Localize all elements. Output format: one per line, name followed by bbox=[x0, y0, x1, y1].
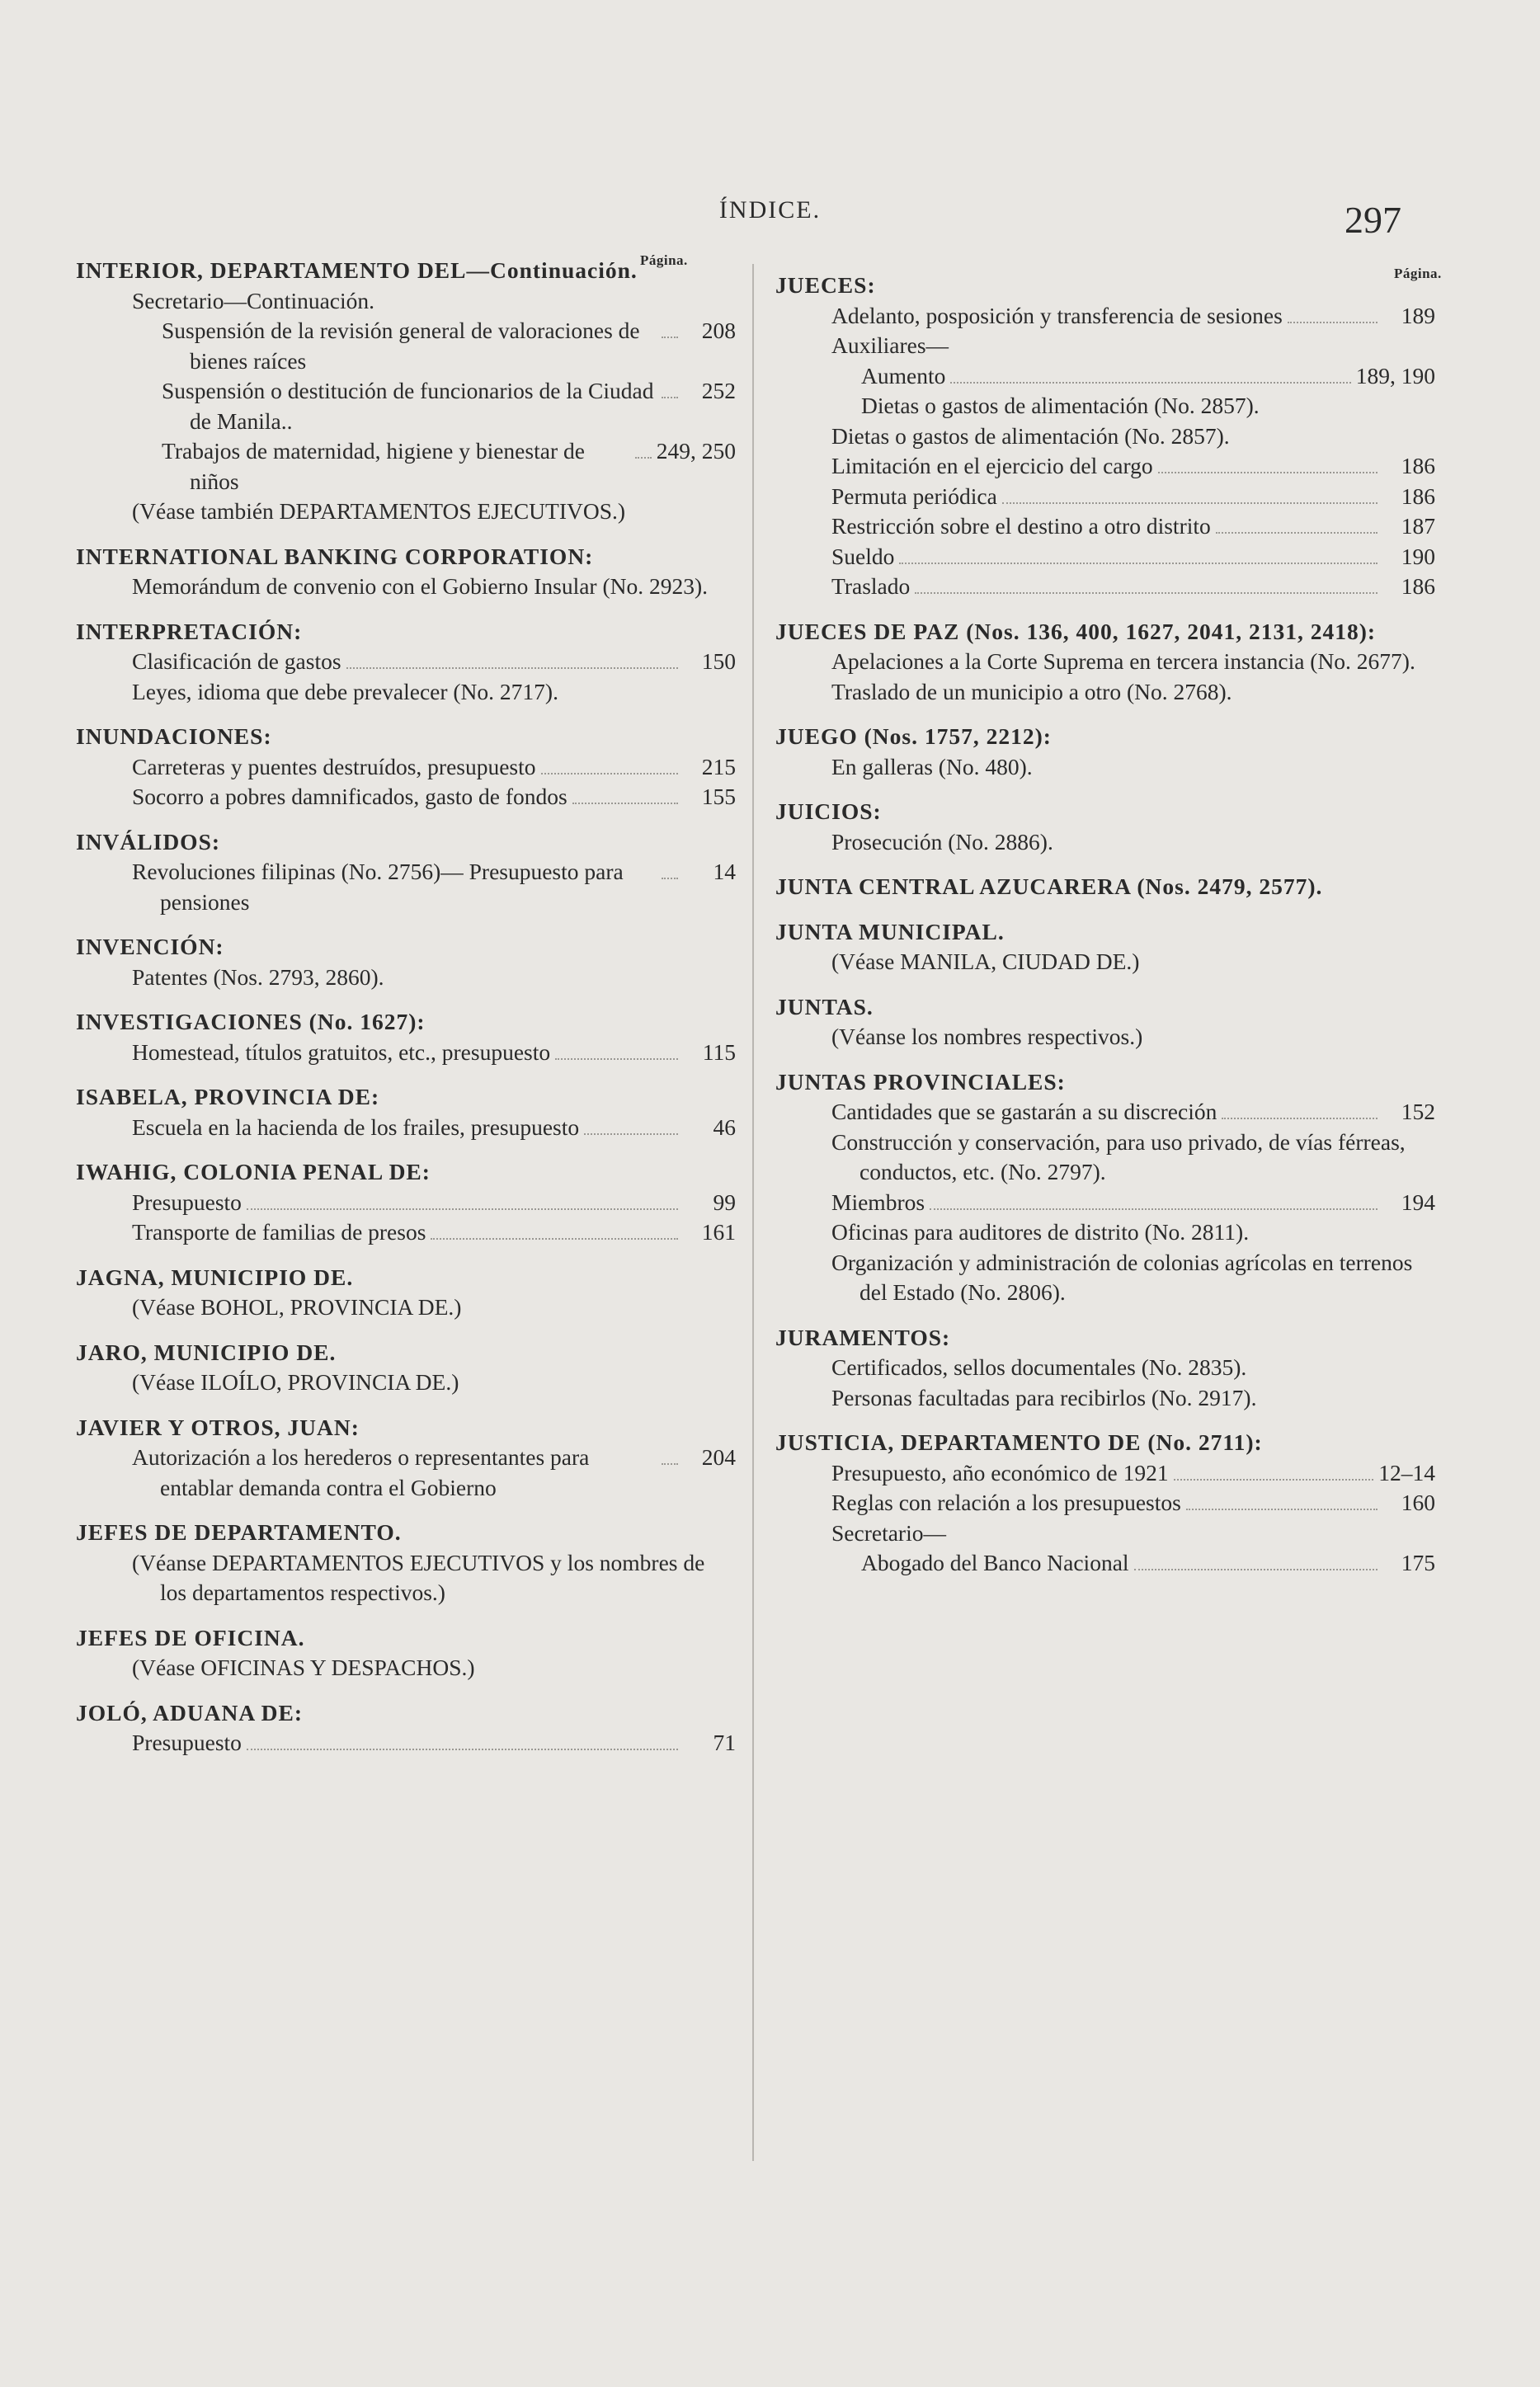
leader-dots bbox=[346, 667, 678, 669]
subline-text: Clasificación de gastos bbox=[132, 648, 341, 674]
page-reference: 187 bbox=[1401, 513, 1435, 539]
index-entry bbox=[775, 797, 1435, 857]
index-entry bbox=[76, 1007, 736, 1067]
entry-subline bbox=[134, 316, 736, 376]
entry-subline bbox=[104, 1292, 736, 1323]
entry-subline bbox=[104, 1188, 736, 1218]
column-header-left: Página. bbox=[640, 252, 688, 268]
index-entry bbox=[775, 872, 1435, 902]
entry-heading: INVESTIGACIONES (No. 1627): bbox=[76, 1009, 426, 1034]
page-reference: 208 bbox=[701, 318, 736, 343]
subline-text: Limitación en el ejercicio del cargo bbox=[831, 453, 1153, 478]
index-entry bbox=[775, 992, 1435, 1052]
subline-text: Transporte de familias de presos bbox=[132, 1219, 426, 1245]
index-entry bbox=[775, 722, 1435, 782]
entry-subline bbox=[803, 1128, 1435, 1188]
entry-subline bbox=[104, 647, 736, 677]
entry-heading: JUNTA MUNICIPAL. bbox=[775, 918, 1005, 944]
subline-text: (Véase MANILA, CIUDAD DE.) bbox=[831, 949, 1140, 974]
page-reference: 252 bbox=[701, 378, 736, 403]
entry-subline bbox=[104, 963, 736, 993]
subline-text: Patentes (Nos. 2793, 2860). bbox=[132, 963, 384, 990]
subline-text: Reglas con relación a los presupuestos bbox=[831, 1490, 1181, 1515]
page-reference: 189, 190 bbox=[1355, 362, 1435, 388]
subline-text: Secretario— bbox=[831, 1519, 946, 1546]
page-reference: 12–14 bbox=[1378, 1459, 1435, 1485]
index-entry bbox=[775, 271, 1435, 602]
leader-dots bbox=[662, 337, 678, 338]
index-entry bbox=[76, 542, 736, 602]
subline-text: Carreteras y puentes destruídos, presupuesto bbox=[132, 753, 536, 779]
subline-text: Abogado del Banco Nacional bbox=[861, 1550, 1129, 1575]
entry-heading: JUECES DE PAZ (Nos. 136, 400, 1627, 2041, 2131, 2418): bbox=[775, 618, 1377, 644]
entry-subline bbox=[833, 1548, 1435, 1579]
subline-text: Sueldo bbox=[831, 543, 895, 569]
subline-text: Memorándum de convenio con el Gobierno Insular (No. 2923). bbox=[132, 573, 709, 599]
leader-dots bbox=[930, 1208, 1378, 1210]
subline-text: En galleras (No. 480). bbox=[831, 753, 1033, 779]
entry-subline bbox=[104, 1443, 736, 1503]
index-entry bbox=[76, 1082, 736, 1142]
page-reference: 46 bbox=[713, 1113, 736, 1140]
page-reference: 194 bbox=[1401, 1189, 1435, 1215]
page-reference: 186 bbox=[1401, 573, 1435, 599]
subline-text: (Véanse los nombres respectivos.) bbox=[831, 1024, 1143, 1049]
entry-subline bbox=[803, 482, 1435, 512]
subline-text: Oficinas para auditores de distrito (No. 2811). bbox=[831, 1219, 1250, 1245]
leader-dots bbox=[1158, 472, 1378, 473]
subline-text: Organización y administración de colonias agrícolas en terrenos del Estado (No. 2806). bbox=[831, 1249, 1413, 1305]
subline-text: (Véase BOHOL, PROVINCIA DE.) bbox=[132, 1294, 462, 1320]
entry-heading: JUSTICIA, DEPARTAMENTO DE (No. 2711): bbox=[775, 1429, 1263, 1455]
entry-subline bbox=[104, 1653, 736, 1683]
index-entry bbox=[76, 1413, 736, 1504]
leader-dots bbox=[572, 803, 678, 804]
subline-text: Leyes, idioma que debe prevalecer (No. 2717). bbox=[132, 678, 558, 704]
entry-subline bbox=[803, 1022, 1435, 1052]
entry-heading: INTERPRETACIÓN: bbox=[76, 618, 303, 644]
leader-dots bbox=[635, 457, 652, 459]
subline-text: Escuela en la hacienda de los frailes, presupuesto bbox=[132, 1113, 580, 1140]
entry-heading: INUNDACIONES: bbox=[76, 723, 272, 749]
entry-subline bbox=[104, 677, 736, 708]
entry-subline bbox=[104, 752, 736, 783]
entry-subline bbox=[803, 1097, 1435, 1128]
entry-subline bbox=[803, 451, 1435, 482]
page-reference: 71 bbox=[713, 1730, 736, 1755]
entry-heading: JAVIER Y OTROS, JUAN: bbox=[76, 1414, 360, 1440]
page-reference: 99 bbox=[713, 1189, 736, 1215]
index-entry bbox=[76, 1263, 736, 1323]
subline-text: Personas facultadas para recibirlos (No. 2917). bbox=[831, 1384, 1257, 1410]
entry-heading: JUNTAS. bbox=[775, 993, 874, 1019]
subline-text: Construcción y conservación, para uso privado, de vías férreas, conductos, etc. (No. 2797). bbox=[831, 1128, 1406, 1184]
page-reference: 155 bbox=[701, 784, 736, 809]
index-entry bbox=[76, 256, 736, 527]
subline-text: Secretario—Continuación. bbox=[132, 287, 375, 313]
page-reference: 215 bbox=[701, 753, 736, 779]
subline-text: Socorro a pobres damnificados, gasto de fondos bbox=[132, 784, 567, 809]
subline-text: Restricción sobre el destino a otro distrito bbox=[831, 513, 1211, 539]
subline-text: Homestead, títulos gratuitos, etc., presupuesto bbox=[132, 1038, 551, 1065]
entry-subline bbox=[803, 647, 1435, 677]
leader-dots bbox=[1174, 1479, 1374, 1481]
index-entry bbox=[76, 1623, 736, 1683]
index-entry bbox=[76, 1518, 736, 1608]
subline-text: Traslado de un municipio a otro (No. 2768). bbox=[831, 678, 1232, 704]
leader-dots bbox=[247, 1749, 678, 1750]
entry-heading: JEFES DE OFICINA. bbox=[76, 1624, 305, 1650]
index-entry bbox=[775, 1067, 1435, 1308]
leader-dots bbox=[1216, 532, 1378, 534]
page-reference: 186 bbox=[1401, 483, 1435, 509]
leader-dots bbox=[1222, 1118, 1378, 1119]
entry-heading: JURAMENTOS: bbox=[775, 1324, 951, 1350]
subline-text: Dietas o gastos de alimentación (No. 2857). bbox=[831, 422, 1230, 449]
leader-dots bbox=[950, 382, 1350, 384]
entry-heading: INVENCIÓN: bbox=[76, 934, 224, 959]
entry-subline bbox=[803, 1217, 1435, 1248]
entry-subline bbox=[803, 572, 1435, 602]
subline-text: Trabajos de maternidad, higiene y bienestar de niños bbox=[162, 438, 585, 494]
subline-text: Auxiliares— bbox=[831, 332, 949, 358]
index-entry bbox=[775, 617, 1435, 708]
subline-text: (Véase también DEPARTAMENTOS EJECUTIVOS.) bbox=[132, 498, 626, 524]
leader-dots bbox=[541, 773, 678, 774]
column-header-right: Página. bbox=[1394, 266, 1442, 281]
leader-dots bbox=[899, 563, 1378, 564]
entry-subline bbox=[803, 1188, 1435, 1218]
leader-dots bbox=[584, 1133, 678, 1135]
entry-heading: JARO, MUNICIPIO DE. bbox=[76, 1339, 337, 1365]
leader-dots bbox=[1002, 502, 1378, 504]
entry-heading: JUEGO (Nos. 1757, 2212): bbox=[775, 723, 1052, 749]
index-entry bbox=[76, 1338, 736, 1398]
entry-subline bbox=[803, 1383, 1435, 1414]
entry-subline bbox=[134, 436, 736, 497]
subline-text: Cantidades que se gastarán a su discreción bbox=[831, 1099, 1217, 1124]
leader-dots bbox=[1186, 1509, 1378, 1510]
entry-subline bbox=[803, 947, 1435, 977]
entry-heading: INVÁLIDOS: bbox=[76, 828, 221, 855]
subline-text: Prosecución (No. 2886). bbox=[831, 828, 1053, 855]
entry-heading: JUECES: bbox=[775, 272, 876, 298]
entry-subline bbox=[803, 1248, 1435, 1308]
entry-subline bbox=[803, 1458, 1435, 1489]
column-divider bbox=[752, 264, 754, 2161]
subline-text: Presupuesto bbox=[132, 1189, 242, 1215]
entry-heading: INTERIOR, DEPARTAMENTO DEL—Continuación. bbox=[76, 257, 638, 283]
entry-subline bbox=[803, 677, 1435, 708]
entry-subline bbox=[134, 376, 736, 436]
page-reference: 152 bbox=[1401, 1099, 1435, 1124]
entry-subline bbox=[803, 542, 1435, 572]
entry-heading: ISABELA, PROVINCIA DE: bbox=[76, 1084, 380, 1109]
page-reference: 189 bbox=[1401, 302, 1435, 328]
entry-subline bbox=[104, 572, 736, 602]
subline-text: Certificados, sellos documentales (No. 2835). bbox=[831, 1354, 1247, 1380]
leader-dots bbox=[662, 1463, 678, 1465]
page-title: ÍNDICE. bbox=[718, 196, 822, 224]
page-reference: 175 bbox=[1401, 1550, 1435, 1575]
page-reference: 186 bbox=[1401, 453, 1435, 478]
entry-subline bbox=[104, 1113, 736, 1143]
entry-heading: INTERNATIONAL BANKING CORPORATION: bbox=[76, 543, 594, 569]
entry-subline bbox=[803, 1353, 1435, 1383]
page-reference: 160 bbox=[1401, 1490, 1435, 1515]
entry-subline bbox=[833, 391, 1435, 421]
page-reference: 161 bbox=[701, 1219, 736, 1245]
entry-subline bbox=[104, 1548, 736, 1608]
subline-text: Adelanto, posposición y transferencia de sesiones bbox=[831, 302, 1283, 328]
entry-subline bbox=[104, 1728, 736, 1758]
subline-text: Revoluciones filipinas (No. 2756)— Presupuesto para pensiones bbox=[132, 859, 624, 915]
index-entry bbox=[76, 617, 736, 708]
subline-text: (Véase ILOÍLO, PROVINCIA DE.) bbox=[132, 1369, 459, 1395]
page-reference: 14 bbox=[713, 859, 736, 884]
subline-text: Presupuesto, año económico de 1921 bbox=[831, 1459, 1169, 1485]
index-column-left bbox=[76, 256, 736, 1758]
subline-text: Suspensión de la revisión general de valoraciones de bienes raíces bbox=[162, 318, 640, 374]
index-entry bbox=[775, 917, 1435, 977]
entry-heading: JAGNA, MUNICIPIO DE. bbox=[76, 1264, 354, 1290]
page-number: 297 bbox=[1345, 199, 1401, 241]
leader-dots bbox=[431, 1238, 678, 1240]
entry-heading: JUNTA CENTRAL AZUCARERA (Nos. 2479, 2577). bbox=[775, 873, 1323, 899]
entry-subline bbox=[803, 511, 1435, 542]
entry-subline bbox=[803, 752, 1435, 783]
leader-dots bbox=[662, 878, 678, 879]
entry-subline bbox=[104, 1038, 736, 1068]
leader-dots bbox=[662, 397, 678, 398]
subline-text: Aumento bbox=[861, 362, 946, 388]
page-reference: 190 bbox=[1401, 543, 1435, 569]
entry-subline bbox=[803, 827, 1435, 858]
entry-heading: JUNTAS PROVINCIALES: bbox=[775, 1068, 1066, 1095]
index-entry bbox=[775, 1323, 1435, 1414]
entry-heading: JUICIOS: bbox=[775, 798, 882, 824]
entry-subline bbox=[104, 782, 736, 812]
entry-subline bbox=[803, 331, 1435, 361]
leader-dots bbox=[915, 592, 1378, 594]
leader-dots bbox=[247, 1208, 678, 1210]
index-entry bbox=[76, 722, 736, 812]
index-entry bbox=[76, 1157, 736, 1248]
leader-dots bbox=[1134, 1569, 1378, 1570]
entry-subline bbox=[803, 1488, 1435, 1518]
index-entry bbox=[775, 1428, 1435, 1579]
subline-text: Suspensión o destitución de funcionarios de la Ciudad de Manila.. bbox=[162, 378, 654, 434]
index-entry bbox=[76, 932, 736, 992]
subline-text: Presupuesto bbox=[132, 1730, 242, 1755]
subline-text: Permuta periódica bbox=[831, 483, 997, 509]
subline-text: Autorización a los herederos o representantes para entablar demanda contra el Gobierno bbox=[132, 1444, 590, 1500]
subline-text: Dietas o gastos de alimentación (No. 2857). bbox=[861, 393, 1260, 418]
leader-dots bbox=[1288, 322, 1378, 323]
entry-subline bbox=[104, 857, 736, 917]
entry-heading: JEFES DE DEPARTAMENTO. bbox=[76, 1519, 402, 1545]
entry-subline bbox=[833, 361, 1435, 392]
entry-subline bbox=[803, 301, 1435, 332]
entry-subline bbox=[104, 1217, 736, 1248]
page-reference: 204 bbox=[701, 1444, 736, 1470]
entry-subline bbox=[104, 497, 736, 527]
subline-text: Miembros bbox=[831, 1189, 925, 1215]
index-entry bbox=[76, 827, 736, 918]
index-column-right bbox=[775, 271, 1435, 1579]
index-entry bbox=[76, 1698, 736, 1758]
leader-dots bbox=[555, 1058, 678, 1060]
page-reference: 150 bbox=[701, 648, 736, 674]
subline-text: Traslado bbox=[831, 573, 911, 599]
entry-subline bbox=[803, 1518, 1435, 1549]
entry-heading: JOLÓ, ADUANA DE: bbox=[76, 1699, 303, 1726]
page-reference: 249, 250 bbox=[656, 438, 736, 464]
subline-text: (Véase OFICINAS Y DESPACHOS.) bbox=[132, 1655, 475, 1680]
page-reference: 115 bbox=[702, 1038, 736, 1065]
subline-text: Apelaciones a la Corte Suprema en tercera instancia (No. 2677). bbox=[831, 648, 1415, 674]
entry-subline bbox=[104, 1368, 736, 1398]
entry-heading: IWAHIG, COLONIA PENAL DE: bbox=[76, 1159, 431, 1184]
entry-subline bbox=[803, 421, 1435, 452]
entry-subline bbox=[104, 286, 736, 317]
subline-text: (Véanse DEPARTAMENTOS EJECUTIVOS y los nombres de los departamentos respectivos.) bbox=[132, 1549, 705, 1605]
